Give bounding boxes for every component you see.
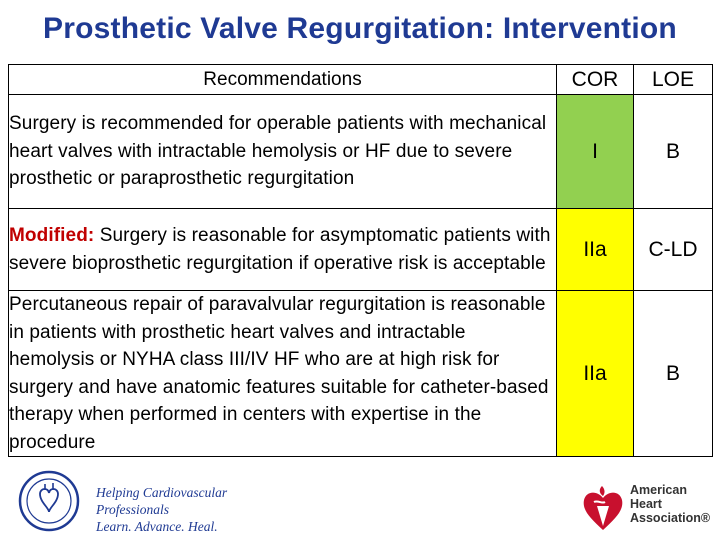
cor-cell: IIa [557, 209, 634, 291]
recommendation-text [9, 95, 557, 209]
modified-label: Modified: [9, 225, 95, 246]
header-cor: COR [557, 65, 634, 95]
loe-cell: B [634, 95, 713, 209]
cor-cell: I [557, 95, 634, 209]
heart-torch-icon [580, 480, 626, 534]
table-row [9, 209, 713, 291]
acc-seal-icon [18, 470, 80, 532]
page-title: Prosthetic Valve Regurgitation: Intervention [43, 12, 677, 45]
header-recommendations: Recommendations [9, 65, 557, 95]
aha-logo [580, 480, 710, 536]
table-row [9, 291, 713, 457]
recommendation-text [9, 291, 557, 457]
loe-cell: C-LD [634, 209, 713, 291]
header-loe: LOE [634, 65, 713, 95]
acc-tagline-1: Helping Cardiovascular Professionals [96, 485, 228, 517]
acc-tagline-2: Learn. Advance. Heal. [96, 519, 218, 534]
recommendation-body: Surgery is recommended for operable patients with mechanical heart valves with intractable hemolysis or HF due to severe prosthetic or paraprosthetic regurgitation [9, 113, 547, 190]
acc-logo [18, 470, 288, 532]
recommendation-body: Surgery is reasonable for asymptomatic patients with severe bioprosthetic regurgitation if operative risk is acceptable [9, 225, 551, 274]
aha-line-2: Heart [630, 497, 662, 511]
recommendations-table [8, 64, 713, 457]
loe-cell: B [634, 291, 713, 457]
aha-line-1: American [630, 483, 687, 497]
recommendation-body: Percutaneous repair of paravalvular regurgitation is reasonable in patients with prosthetic heart valves and intractable hemolysis or NYHA class III/IV HF who are at high risk for surgery and have anatomic features suitable for catheter-based therapy when performed in centers with expertise in the procedure [9, 294, 549, 453]
table-row [9, 95, 713, 209]
cor-cell: IIa [557, 291, 634, 457]
table-header-row [9, 65, 713, 95]
aha-line-3: Association® [630, 511, 711, 525]
recommendation-text [9, 209, 557, 291]
